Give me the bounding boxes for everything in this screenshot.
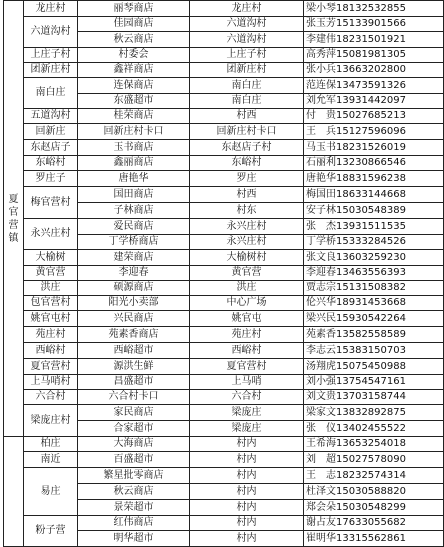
table-row	[4, 359, 444, 375]
location-cell: 村内	[190, 500, 304, 516]
table-row	[4, 109, 444, 124]
contact-cell: 刘小强13754547161	[304, 375, 444, 390]
contact-cell: 刘 超15027578090	[304, 452, 444, 468]
shop-cell: 六合村卡口	[78, 390, 190, 405]
village-cell: 洪庄	[24, 281, 78, 296]
village-cell: 东赵店子	[24, 140, 78, 156]
location-cell: 上庄子村	[190, 48, 304, 63]
location-cell: 梁庞庄	[190, 421, 304, 437]
shop-cell: 佳园商店	[78, 17, 190, 32]
shop-cell: 家民商店	[78, 405, 190, 421]
shop-cell: 爱民商店	[78, 219, 190, 235]
shop-cell: 桂荣商店	[78, 109, 190, 124]
location-cell: 中心广场	[190, 296, 304, 311]
shop-cell: 鑫丽商店	[78, 156, 190, 171]
location-cell: 村内	[190, 516, 304, 531]
village-cell: 姚官屯村	[24, 311, 78, 327]
shop-cell: 繁星批零商店	[78, 468, 190, 484]
table-row	[4, 311, 444, 327]
contact-cell: 丁学桥15333284526	[304, 235, 444, 250]
contact-cell: 刘文贵13703158744	[304, 390, 444, 405]
location-cell: 村内	[190, 452, 304, 468]
location-cell: 村内	[190, 468, 304, 484]
contact-cell: 唐艳华18831596238	[304, 171, 444, 187]
village-cell: 龙庄村	[24, 1, 78, 17]
shop-cell: 大海商店	[78, 437, 190, 452]
shop-cell: 李迎春	[78, 266, 190, 281]
location-cell: 村内	[190, 484, 304, 500]
location-cell: 南白庄	[190, 78, 304, 94]
location-cell: 姚官屯	[190, 311, 304, 327]
contact-cell: 贾志宗15131508382	[304, 281, 444, 296]
location-cell: 南白庄	[190, 94, 304, 109]
village-cell: 包官营村	[24, 296, 78, 311]
contact-cell: 张玉芳15133901566	[304, 17, 444, 32]
shop-cell: 红伟商店	[78, 516, 190, 531]
location-cell: 六道沟村	[190, 17, 304, 32]
location-cell: 村西	[190, 187, 304, 203]
location-cell: 永兴庄村	[190, 235, 304, 250]
contact-cell: 付 贵15027685213	[304, 109, 444, 124]
shop-cell: 西峪超市	[78, 343, 190, 359]
shop-cell: 硕源商店	[78, 281, 190, 296]
contact-cell: 梁小琴18132532855	[304, 1, 444, 17]
supply-table	[3, 0, 444, 547]
shop-cell: 连保商店	[78, 78, 190, 94]
contact-cell: 郑会朵15030548299	[304, 500, 444, 516]
village-cell: 夏官营村	[24, 359, 78, 375]
location-cell: 村内	[190, 531, 304, 547]
table-row	[4, 17, 444, 32]
village-cell: 大榆树	[24, 250, 78, 266]
location-cell: 梁庞庄	[190, 405, 304, 421]
shop-cell: 东盛超市	[78, 94, 190, 109]
location-cell: 西峪村	[190, 343, 304, 359]
contact-cell: 李建伟18231501921	[304, 32, 444, 48]
contact-cell: 梅国田18633144668	[304, 187, 444, 203]
location-cell: 东峪村	[190, 156, 304, 171]
shop-cell: 玉书商店	[78, 140, 190, 156]
table-row	[4, 1, 444, 17]
location-cell: 村西	[190, 109, 304, 124]
shop-cell: 鑫祥商店	[78, 63, 190, 78]
town-name	[4, 437, 24, 547]
contact-cell: 伦兴华18931453668	[304, 296, 444, 311]
shop-cell: 秋云商店	[78, 32, 190, 48]
contact-cell: 梁兴民15930542264	[304, 311, 444, 327]
contact-cell: 王 兵15127596096	[304, 124, 444, 140]
shop-cell: 秋云商店	[78, 484, 190, 500]
contact-cell: 高秀萍15081981305	[304, 48, 444, 63]
shop-cell: 合家超市	[78, 421, 190, 437]
shop-cell: 丁学桥商店	[78, 235, 190, 250]
village-cell: 上庄子村	[24, 48, 78, 63]
village-cell: 南白庄	[24, 78, 78, 109]
village-cell: 五道沟村	[24, 109, 78, 124]
location-cell: 六道沟村	[190, 32, 304, 48]
table-row	[4, 516, 444, 531]
location-cell: 上马哨	[190, 375, 304, 390]
location-cell: 团新庄村	[190, 63, 304, 78]
contact-cell: 杜泽文15030588820	[304, 484, 444, 500]
contact-cell: 张小兵13663202800	[304, 63, 444, 78]
table-row	[4, 375, 444, 390]
contact-cell: 石丽利13230866546	[304, 156, 444, 171]
contact-cell: 李志云15383150703	[304, 343, 444, 359]
location-cell: 永兴庄村	[190, 219, 304, 235]
shop-cell: 百盛超市	[78, 452, 190, 468]
location-cell: 村东	[190, 203, 304, 219]
table-row	[4, 219, 444, 235]
village-cell: 南近	[24, 452, 78, 468]
location-cell: 黄官营	[190, 266, 304, 281]
location-cell: 村内	[190, 437, 304, 452]
table-row	[4, 390, 444, 405]
contact-cell: 马玉书18231526019	[304, 140, 444, 156]
location-cell: 苑庄村	[190, 327, 304, 343]
table-row	[4, 124, 444, 140]
village-cell: 六合村	[24, 390, 78, 405]
village-cell: 梅官营村	[24, 187, 78, 219]
village-cell: 上马哨村	[24, 375, 78, 390]
village-cell: 西峪村	[24, 343, 78, 359]
table-body	[4, 1, 444, 547]
village-cell: 永兴庄村	[24, 219, 78, 250]
contact-cell: 刘允军13931442097	[304, 94, 444, 109]
contact-cell: 梁家文13832892875	[304, 405, 444, 421]
table-row	[4, 468, 444, 484]
village-cell: 团新庄村	[24, 63, 78, 78]
village-cell: 柏庄	[24, 437, 78, 452]
table-row	[4, 296, 444, 311]
location-cell: 罗庄	[190, 171, 304, 187]
location-cell: 大榆树村	[190, 250, 304, 266]
table-row	[4, 63, 444, 78]
table-row	[4, 266, 444, 281]
table-row	[4, 187, 444, 203]
shop-cell: 景荣超市	[78, 500, 190, 516]
table-row	[4, 171, 444, 187]
shop-cell: 子林商店	[78, 203, 190, 219]
table-row	[4, 48, 444, 63]
contact-cell: 张 仪13402455522	[304, 421, 444, 437]
contact-cell: 谢占友17633055682	[304, 516, 444, 531]
village-cell: 六道沟村	[24, 17, 78, 48]
contact-cell: 汤翔虎15075450988	[304, 359, 444, 375]
table-row	[4, 327, 444, 343]
contact-cell: 崔明华13315562861	[304, 531, 444, 547]
shop-cell: 丽琴商店	[78, 1, 190, 17]
village-cell: 黄官营	[24, 266, 78, 281]
contact-cell: 张 杰13931511535	[304, 219, 444, 235]
contact-cell: 王希海13653254018	[304, 437, 444, 452]
shop-cell: 源洪生鲜	[78, 359, 190, 375]
shop-cell: 回新庄村卡口	[78, 124, 190, 140]
shop-cell: 建荣商店	[78, 250, 190, 266]
shop-cell: 苑素香商店	[78, 327, 190, 343]
table-row	[4, 281, 444, 296]
shop-cell: 阳光小卖部	[78, 296, 190, 311]
table-row	[4, 437, 444, 452]
contact-cell: 李迎春13463556393	[304, 266, 444, 281]
shop-cell: 唐艳华	[78, 171, 190, 187]
village-cell: 东峪村	[24, 156, 78, 171]
shop-cell: 明华超市	[78, 531, 190, 547]
table-row	[4, 156, 444, 171]
location-cell: 夏官营村	[190, 359, 304, 375]
location-cell: 东赵店子村	[190, 140, 304, 156]
shop-cell: 国田商店	[78, 187, 190, 203]
village-cell: 粉子营	[24, 516, 78, 547]
village-cell: 罗庄子	[24, 171, 78, 187]
contact-cell: 苑素香13582558589	[304, 327, 444, 343]
village-cell: 苑庄村	[24, 327, 78, 343]
village-cell: 梁庞庄村	[24, 405, 78, 437]
location-cell: 六合村	[190, 390, 304, 405]
town-name: 夏官营镇	[4, 1, 24, 437]
contact-cell: 安子林15030548389	[304, 203, 444, 219]
shop-cell: 兴民商店	[78, 311, 190, 327]
village-cell: 回新庄	[24, 124, 78, 140]
village-cell: 易庄	[24, 468, 78, 516]
shop-cell: 村委会	[78, 48, 190, 63]
contact-cell: 王 志18232574314	[304, 468, 444, 484]
location-cell: 回新庄村卡口	[190, 124, 304, 140]
location-cell: 龙庄村	[190, 1, 304, 17]
location-cell: 洪庄	[190, 281, 304, 296]
contact-cell: 张文良13603259230	[304, 250, 444, 266]
table-row	[4, 140, 444, 156]
table-row	[4, 78, 444, 94]
table-row	[4, 343, 444, 359]
table-row	[4, 452, 444, 468]
table-row	[4, 405, 444, 421]
contact-cell: 范连保13473591326	[304, 78, 444, 94]
shop-cell: 昌盛超市	[78, 375, 190, 390]
table-row	[4, 250, 444, 266]
